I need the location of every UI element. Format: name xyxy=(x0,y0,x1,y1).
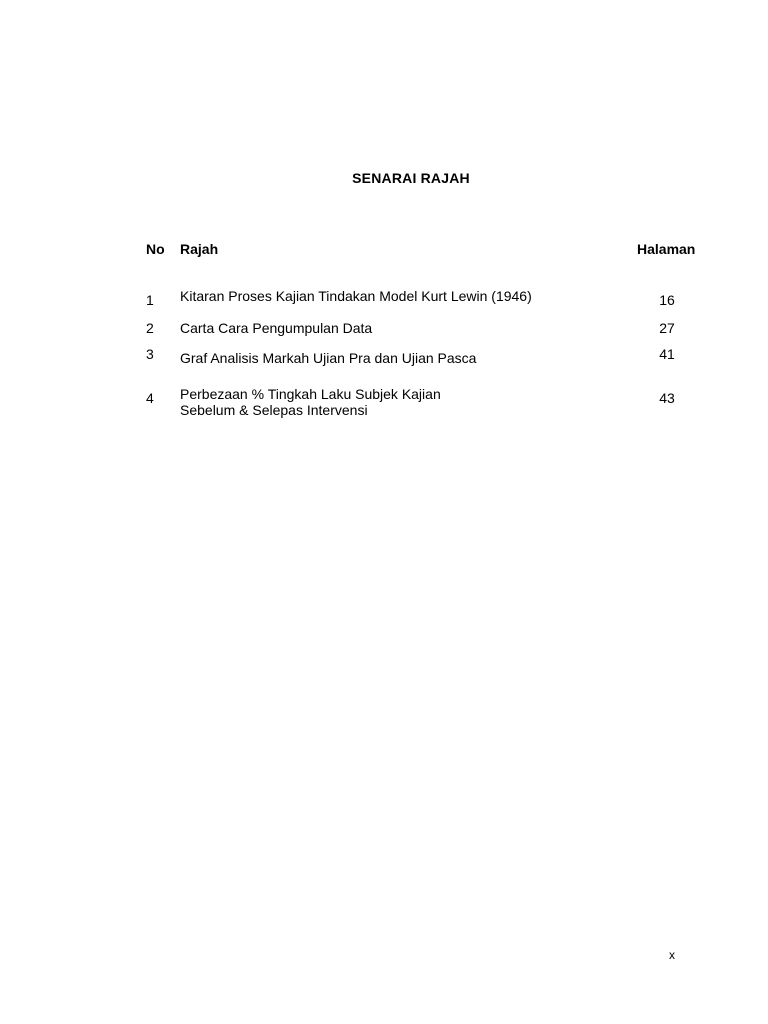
row-4-page: 43 xyxy=(659,390,675,406)
page-number: x xyxy=(669,948,675,962)
row-3-page: 41 xyxy=(659,346,675,362)
row-4-number: 4 xyxy=(146,390,154,406)
row-2-title: Carta Cara Pengumpulan Data xyxy=(180,320,373,336)
page-title: SENARAI RAJAH xyxy=(352,170,470,186)
row-1-page: 16 xyxy=(659,292,675,308)
row-1-number: 1 xyxy=(146,292,154,308)
row-4-title-line-1: Perbezaan % Tingkah Laku Subjek Kajian xyxy=(180,386,441,402)
row-2-number: 2 xyxy=(146,320,154,336)
row-2-page: 27 xyxy=(659,320,675,336)
column-header-no: No xyxy=(146,241,165,257)
column-header-rajah: Rajah xyxy=(180,241,219,257)
column-header-halaman: Halaman xyxy=(637,241,696,257)
row-3-title: Graf Analisis Markah Ujian Pra dan Ujian Pasca xyxy=(180,350,477,366)
row-4-title-line-2: Sebelum & Selepas Intervensi xyxy=(180,402,368,418)
row-3-number: 3 xyxy=(146,346,154,362)
row-1-title: Kitaran Proses Kajian Tindakan Model Kurt Lewin (1946) xyxy=(180,288,532,304)
